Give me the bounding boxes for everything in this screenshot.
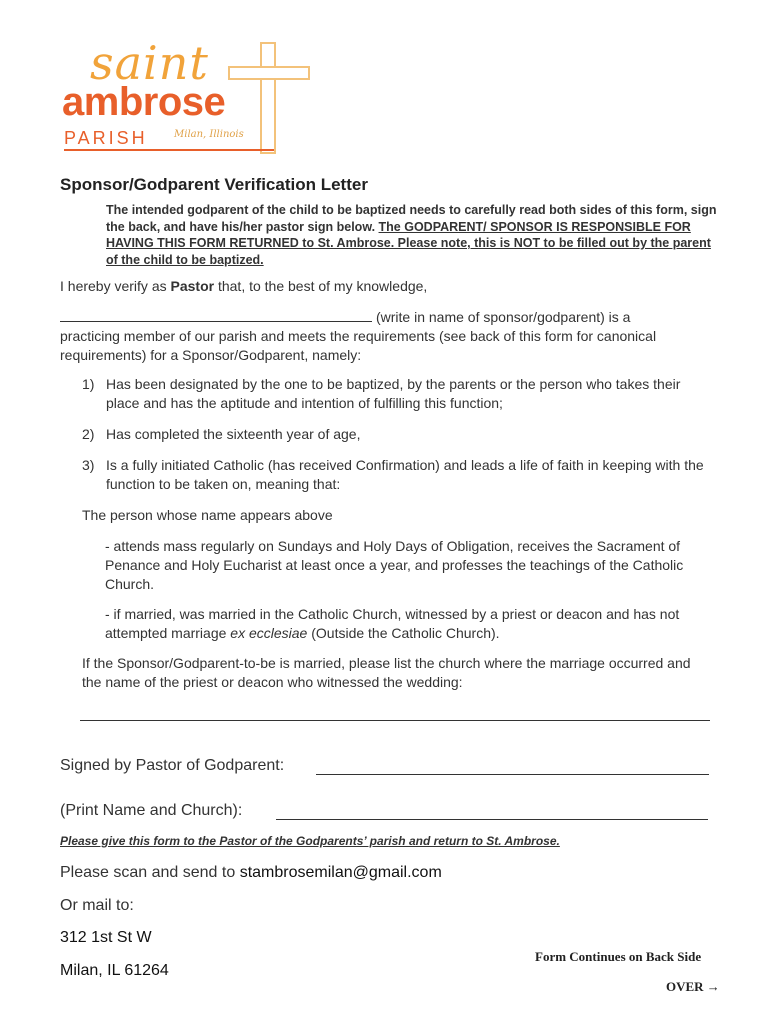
wedding-info-field[interactable] — [80, 720, 710, 721]
logo-saint-text: saint — [90, 36, 209, 90]
marriage-instructions: If the Sponsor/Godparent-to-be is married, please list the church where the marriage occurred and the name of the priest or deacon who witnessed the wedding: — [82, 655, 691, 690]
intro-underlined: The GODPARENT/ SPONSOR IS RESPONSIBLE FOR HAVING THIS FORM RETURNED to St. Ambrose. Please note, this is NOT to be filled out by the parent of the child to be baptized. — [106, 219, 711, 267]
person-statement: The person whose name appears above — [82, 507, 333, 523]
intro-instructions — [106, 202, 726, 268]
email-link[interactable]: stambrosemilan@gmail.com — [239, 864, 442, 881]
list-item-text: Has been designated by the one to be baptized, by the parents or the person who takes their place and has the aptitude and intention of fulfilling this function; — [106, 376, 681, 411]
print-name-label: (Print Name and Church): — [60, 802, 243, 819]
mail-label: Or mail to: — [60, 897, 134, 914]
sponsor-name-caption: (write in name of sponsor/godparent) is a — [376, 309, 631, 325]
logo-parish-text: PARISH — [64, 128, 148, 148]
verify-prefix: I hereby verify as — [60, 278, 171, 294]
logo-city-text: Milan, Illinois — [174, 129, 244, 140]
verify-bold: Pastor — [170, 278, 215, 294]
logo-divider — [64, 149, 274, 151]
address-line-2: Milan, IL 61264 — [60, 962, 169, 979]
marriage-text-after: (Outside the Catholic Church). — [307, 625, 500, 641]
list-item-text: Is a fully initiated Catholic (has received Confirmation) and leads a life of faith in keeping with the function to be taken on, meaning that: — [106, 457, 704, 492]
pastor-signature-label: Signed by Pastor of Godparent: — [60, 757, 285, 774]
list-item-number: 2) — [82, 426, 95, 442]
cross-icon-bar — [228, 66, 310, 80]
parish-logo — [60, 36, 300, 156]
requirements-lead: practicing member of our parish and meets the requirements (see back of this form for canonical requirements) for a Sponsor/Godparent, namely: — [60, 328, 657, 363]
list-item-text: Has completed the sixteenth year of age, — [106, 426, 361, 442]
verify-suffix: that, to the best of my knowledge, — [214, 278, 428, 294]
mass-attendance-requirement: - attends mass regularly on Sundays and Holy Days of Obligation, receives the Sacrament of Penance and Holy Eucharist at least once a year, and professes the teachings of the Catholic Church. — [105, 538, 684, 592]
print-name-field[interactable] — [276, 819, 708, 820]
over-note: OVER → — [666, 979, 720, 994]
marriage-requirement — [105, 605, 715, 643]
pastor-signature-field[interactable] — [316, 774, 709, 775]
list-item-number: 1) — [82, 376, 95, 392]
intro-plain: The intended godparent of the child to be baptized needs to carefully read both sides of this form, sign the back, and have his/her pastor sign below. — [106, 203, 717, 234]
page-title: Sponsor/Godparent Verification Letter — [60, 175, 368, 194]
cross-icon — [260, 42, 276, 154]
list-item-number: 3) — [82, 457, 95, 473]
marriage-text-italic: ex ecclesiae — [230, 625, 308, 641]
return-note: Please give this form to the Pastor of the Godparents’ parish and return to St. Ambrose. — [60, 834, 560, 848]
scan-instructions — [60, 864, 442, 882]
marriage-text-before: - if married, was married in the Catholic Church, witnessed by a priest or deacon and has not attempted marriage — [105, 606, 680, 641]
scan-prefix: Please scan and send to — [60, 864, 240, 881]
verify-statement — [60, 277, 427, 296]
address-line-1: 312 1st St W — [60, 929, 152, 946]
sponsor-name-field[interactable] — [60, 309, 372, 322]
sponsor-name-line — [60, 308, 710, 327]
logo-ambrose-text: ambrose — [62, 80, 226, 124]
continues-note: Form Continues on Back Side — [535, 949, 702, 964]
